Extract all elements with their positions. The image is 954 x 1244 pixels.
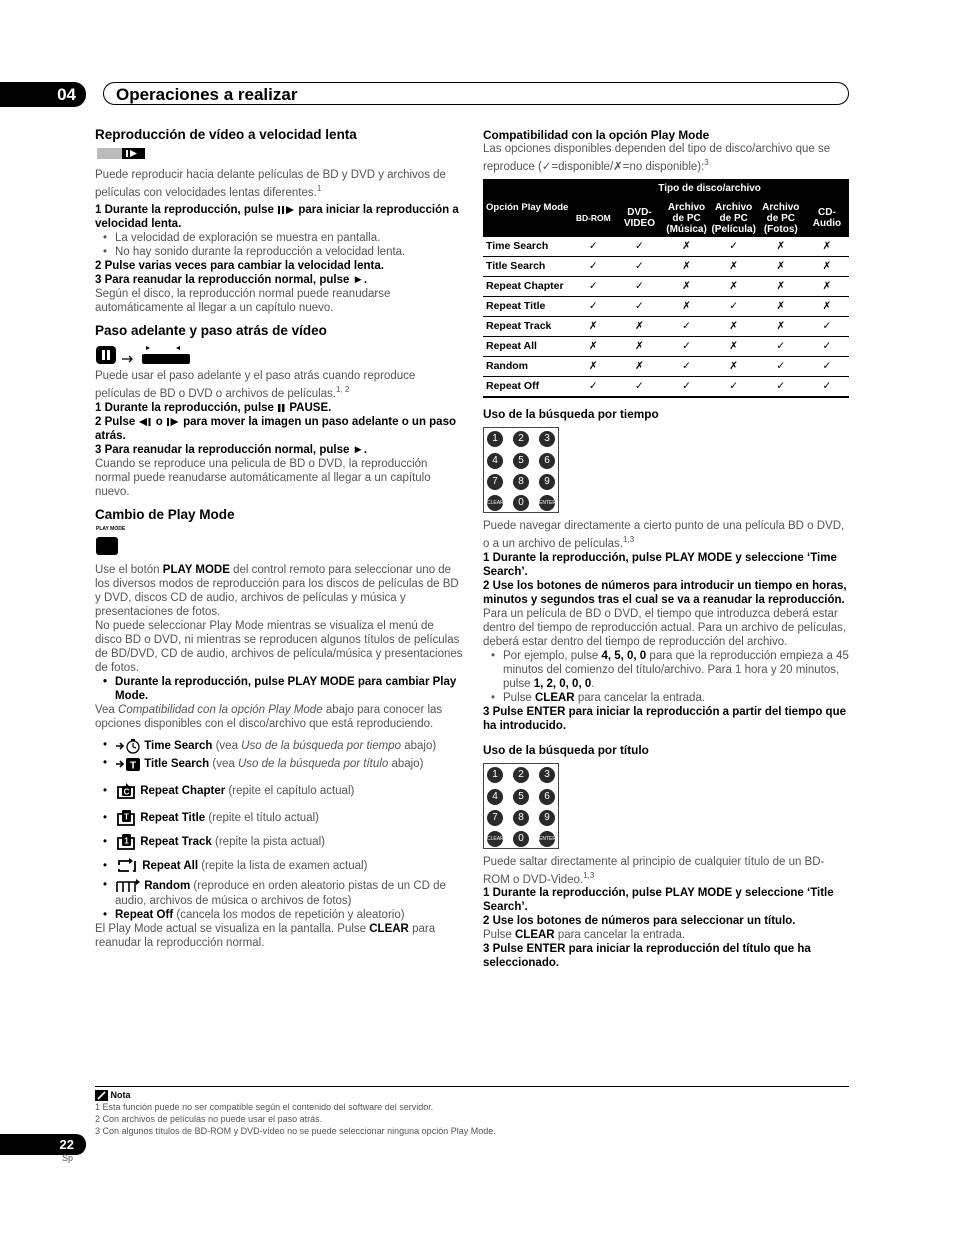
note-header: Nota — [95, 1089, 849, 1101]
availability-cell: ✗ — [711, 256, 757, 276]
key-clear: CLEAR — [487, 495, 503, 511]
availability-cell: ✓ — [711, 296, 757, 316]
slow-intro: Puede reproducir hacia delante películas de BD y DVD y archivos de películas con velocidades lentas diferentes.$^1$ — [95, 169, 446, 199]
svg-text:T: • T — [129, 760, 137, 772]
title-search-icon — [115, 756, 141, 772]
playmode-vea: Vea Compatibilidad con la opción Play Mode abajo para conocer las opciones disponibles con el disco/archivo que está reproduciendo. — [95, 703, 443, 730]
svg-text:1: • 1 — [124, 836, 129, 846]
availability-cell: ✗ — [711, 276, 757, 296]
col-pc-photo: Archivo de PC (Fotos) — [757, 199, 805, 237]
note-1: 1 Esta función puede no ser compatible según el contenido del software del servidor. — [95, 1102, 434, 1113]
table-row — [483, 237, 849, 257]
step-back-icon — [138, 417, 152, 427]
table-row — [483, 296, 849, 316]
table-row — [483, 316, 849, 336]
note-pencil-icon — [95, 1090, 108, 1101]
playmode-p1: Use el botón PLAY MODE del control remoto para seleccionar uno de los diversos modos de reproducción para los discos de películas de BD y DVD, discos CD de audio, archivos de películas y música y presentaciones de fotos. — [95, 563, 459, 618]
table-row — [483, 276, 849, 296]
key-4: 4 — [487, 789, 503, 805]
slow-bullet-1: • La velocidad de exploración se muestra en pantalla. — [95, 231, 463, 245]
step-step-2: 2 Pulse o para mover la imagen un paso adelante o un paso atrás. — [95, 415, 457, 442]
row-label: Title Search — [483, 256, 570, 276]
step-forward-icon — [166, 417, 180, 427]
mode-repeat-chapter: • C Repeat Chapter (repite el capítulo actual) — [95, 776, 463, 806]
time-bullet-2: • Pulse CLEAR para cancelar la entrada. — [483, 691, 851, 705]
time-step-3: 3 Pulse ENTER para iniciar la reproducción a partir del tiempo que ha introducido. — [483, 705, 846, 732]
step-step-3: 3 Para reanudar la reproducción normal, pulse ►. — [95, 443, 368, 456]
page-lang: Sp — [62, 1153, 74, 1163]
mode-repeat-title: • T Repeat Title (repite el título actual) — [95, 806, 463, 830]
availability-cell: ✓ — [570, 237, 616, 257]
col-cd-audio: CD-Audio — [805, 199, 849, 237]
time-search-icon — [115, 738, 141, 754]
time-step-2: 2 Use los botones de números para introducir un tiempo en horas, minutos y segundos tras el cual se va a reanudar la reproducción. — [483, 579, 847, 606]
table-row — [483, 376, 849, 397]
availability-cell: ✗ — [757, 237, 805, 257]
slow-icon — [277, 205, 295, 215]
availability-cell: ✗ — [805, 296, 849, 316]
availability-cell: ✓ — [570, 376, 616, 397]
availability-cell: ✗ — [570, 356, 616, 376]
availability-cell: ✓ — [616, 376, 662, 397]
notes-divider — [95, 1086, 849, 1087]
time-title: Uso de la búsqueda por tiempo — [483, 406, 659, 421]
key-6: 6 — [539, 453, 555, 469]
key-5: 5 — [513, 453, 529, 469]
compat-title: Compatibilidad con la opción Play Mode — [483, 128, 710, 142]
availability-cell: ✓ — [662, 356, 710, 376]
key-2: 2 — [513, 431, 529, 447]
availability-cell: ✓ — [757, 376, 805, 397]
step-after: Cuando se reproduce una pelicula de BD o DVD, la reproducción normal puede reanudarse automáticamente al llegar a un capítulo nuevo. — [95, 457, 431, 498]
mode-random: • Random (reproduce en orden aleatorio pistas de un CD de audio, archivos de música o archivos de fotos) — [95, 878, 463, 908]
availability-cell: ✗ — [662, 237, 710, 257]
title-p: Pulse CLEAR para cancelar la entrada. — [483, 929, 686, 942]
row-label: Repeat Track — [483, 316, 570, 336]
slow-button-icon — [97, 148, 463, 163]
table-row — [483, 356, 849, 376]
step-title: Paso adelante y paso atrás de vídeo — [95, 322, 327, 338]
key-1: 1 — [487, 767, 503, 783]
availability-cell: ✓ — [570, 296, 616, 316]
repeat-track-icon — [115, 832, 137, 852]
title-search-title: Uso de la búsqueda por título — [483, 742, 649, 757]
step-intro: Puede usar el paso adelante y el paso atrás cuando reproduce películas de BD o DVD o archivos de películas.$^{1, 2}$ — [95, 369, 416, 400]
key-0: 0 — [513, 495, 529, 511]
time-keypad — [483, 427, 559, 513]
key-3: 3 — [539, 767, 555, 783]
row-label: Repeat All — [483, 336, 570, 356]
key-clear: CLEAR — [487, 831, 503, 847]
availability-cell: ✓ — [662, 376, 710, 397]
title-step-3: 3 Pulse ENTER para iniciar la reproducción del título que ha seleccionado. — [483, 943, 811, 970]
availability-cell: ✗ — [805, 237, 849, 257]
key-7: 7 — [487, 474, 503, 490]
step-step-1: 1 Durante la reproducción, pulse PAUSE. — [95, 401, 332, 414]
table-row — [483, 256, 849, 276]
time-step-1: 1 Durante la reproducción, pulse PLAY MODE y seleccione ‘Time Search’. — [483, 551, 837, 578]
availability-cell: ✓ — [805, 336, 849, 356]
availability-cell: ✓ — [805, 316, 849, 336]
slow-step-1: 1 Durante la reproducción, pulse para iniciar la reproducción a velocidad lenta. — [95, 203, 459, 230]
availability-cell: ✗ — [662, 276, 710, 296]
key-2: 2 — [513, 767, 529, 783]
availability-cell: ✓ — [662, 316, 710, 336]
row-label: Time Search — [483, 237, 570, 257]
playmode-p2: No puede seleccionar Play Mode mientras se visualiza el menú de disco BD o DVD, ni mientras se reproducen algunos títulos de películas de BD/DVD, CD de audio, archivos de película/música y presentaciones de fotos. — [95, 619, 463, 674]
availability-cell: ✗ — [757, 296, 805, 316]
availability-cell: ✗ — [757, 316, 805, 336]
svg-text:T: • T — [124, 812, 129, 822]
availability-cell: ✗ — [805, 256, 849, 276]
row-label: Random — [483, 356, 570, 376]
mode-time-search: • Time Search (vea Uso de la búsqueda por tiempo abajo) — [95, 738, 463, 756]
availability-cell: ✓ — [570, 276, 616, 296]
title-step-2: 2 Use los botones de números para seleccionar un título. — [483, 915, 796, 928]
availability-cell: ✓ — [711, 237, 757, 257]
key-8: 8 — [513, 474, 529, 490]
row-label: Repeat Title — [483, 296, 570, 316]
row-label: Repeat Chapter — [483, 276, 570, 296]
availability-cell: ✗ — [711, 336, 757, 356]
key-9: 9 — [539, 810, 555, 826]
slow-title: Reproducción de vídeo a velocidad lenta — [95, 127, 357, 142]
availability-cell: ✗ — [711, 356, 757, 376]
availability-cell: ✗ — [757, 256, 805, 276]
title-keypad — [483, 763, 559, 849]
title-intro: Puede saltar directamente al principio de cualquier título de un BD-ROM o DVD-Video.$^{1,3}$ — [483, 855, 825, 886]
repeat-title-icon — [115, 808, 137, 828]
availability-cell: ✗ — [616, 316, 662, 336]
page-number: 22 — [0, 1134, 86, 1155]
availability-cell: ✗ — [711, 316, 757, 336]
availability-cell: ✗ — [662, 296, 710, 316]
availability-cell: ✓ — [616, 276, 662, 296]
playmode-bullet-step: • Durante la reproducción, pulse PLAY MODE para cambiar Play Mode. — [95, 675, 463, 703]
mode-repeat-all: • Repeat All (repite la lista de examen actual) — [95, 854, 463, 878]
availability-cell: ✗ — [662, 256, 710, 276]
title-step-1: 1 Durante la reproducción, pulse PLAY MODE y seleccione ‘Title Search’. — [483, 887, 834, 914]
compat-table — [483, 179, 849, 398]
key-7: 7 — [487, 810, 503, 826]
playmode-button — [96, 526, 463, 558]
note-2: 2 Con archivos de películas no puede usar el paso atrás. — [95, 1114, 323, 1125]
key-6: 6 — [539, 789, 555, 805]
mode-title-search: • T Title Search (vea Uso de la búsqueda por título abajo) — [95, 756, 463, 776]
key-1: 1 — [487, 431, 503, 447]
pause-icon — [277, 403, 286, 413]
slow-step-3: 3 Para reanudar la reproducción normal, pulse ►. — [95, 273, 368, 286]
mode-repeat-off: • Repeat Off (cancela los modos de repetición y aleatorio) — [95, 908, 463, 922]
right-column — [483, 128, 851, 970]
col-bd-rom: BD-ROM — [570, 199, 616, 237]
col-pc-movie: Archivo de PC (Película) — [711, 199, 757, 237]
mode-repeat-track: • 1 Repeat Track (repite la pista actual) — [95, 830, 463, 854]
key-4: 4 — [487, 453, 503, 469]
chapter-title: Operaciones a realizar — [103, 82, 849, 105]
col-pc-music: Archivo de PC (Música) — [662, 199, 710, 237]
left-column — [95, 128, 463, 950]
availability-cell: ✓ — [570, 256, 616, 276]
time-p1: Para un película de BD o DVD, el tiempo que introduzca deberá estar dentro del tiempo de reproducción actual. Para un archivo de películas, deberá estar dentro del tiempo de reproducción del archivo. — [483, 607, 847, 648]
random-icon — [115, 878, 141, 894]
chapter-number: 04 — [0, 82, 86, 107]
playmode-button-label: PLAY MODE — [96, 525, 126, 532]
availability-cell: ✗ — [570, 316, 616, 336]
availability-cell: ✓ — [805, 376, 849, 397]
key-8: 8 — [513, 810, 529, 826]
availability-cell: ✗ — [570, 336, 616, 356]
availability-cell: ✓ — [711, 376, 757, 397]
time-intro: Puede navegar directamente a cierto punto de una película BD o DVD, o a un archivo de películas.$^{1,3}$ — [483, 519, 845, 550]
availability-cell: ✓ — [662, 336, 710, 356]
availability-cell: ✓ — [616, 237, 662, 257]
step-buttons-icon — [96, 345, 463, 365]
playmode-final: El Play Mode actual se visualiza en la pantalla. Pulse CLEAR para reanudar la reproducción normal. — [95, 922, 436, 949]
compat-intro: Las opciones disponibles dependen del tipo de disco/archivo que se reproduce (✓=disponible/✗=no disponible):$^3$ — [483, 143, 831, 173]
key-3: 3 — [539, 431, 555, 447]
table-row — [483, 336, 849, 356]
col-dvd-video: DVD-VIDEO — [616, 199, 662, 237]
availability-cell: ✗ — [616, 356, 662, 376]
availability-cell: ✓ — [616, 256, 662, 276]
availability-cell: ✓ — [757, 356, 805, 376]
svg-text:C: • C — [123, 787, 130, 797]
availability-cell: ✓ — [805, 356, 849, 376]
table-head-option: Opción Play Mode — [483, 179, 570, 237]
note-3: 3 Con algunos títulos de BD-ROM y DVD-vídeo no se puede seleccionar ninguna opción Play Mode. — [95, 1126, 496, 1137]
availability-cell: ✗ — [757, 276, 805, 296]
row-label: Repeat Off — [483, 376, 570, 397]
notes — [95, 1089, 849, 1137]
availability-cell: ✗ — [805, 276, 849, 296]
time-bullet-1: • Por ejemplo, pulse 4, 5, 0, 0 para que la reproducción empieza a 45 minutos del comienzo del título/archivo. Para 1 hora y 20 minutos, pulse 1, 2, 0, 0, 0. — [483, 649, 851, 691]
table-head-group: Tipo de disco/archivo — [570, 179, 849, 199]
slow-after: Según el disco, la reproducción normal puede reanudarse automáticamente al llegar a un capítulo nuevo. — [95, 287, 391, 314]
key-enter: ENTER — [539, 495, 555, 511]
slow-step-2: 2 Pulse varias veces para cambiar la velocidad lenta. — [95, 259, 384, 272]
availability-cell: ✗ — [616, 336, 662, 356]
key-0: 0 — [513, 831, 529, 847]
playmode-title: Cambio de Play Mode — [95, 506, 235, 522]
key-enter: ENTER — [539, 831, 555, 847]
availability-cell: ✓ — [757, 336, 805, 356]
slow-bullet-2: • No hay sonido durante la reproducción a velocidad lenta. — [95, 245, 463, 259]
repeat-all-icon — [115, 857, 139, 875]
repeat-chapter-icon — [115, 781, 137, 801]
key-5: 5 — [513, 789, 529, 805]
availability-cell: ✓ — [616, 296, 662, 316]
key-9: 9 — [539, 474, 555, 490]
